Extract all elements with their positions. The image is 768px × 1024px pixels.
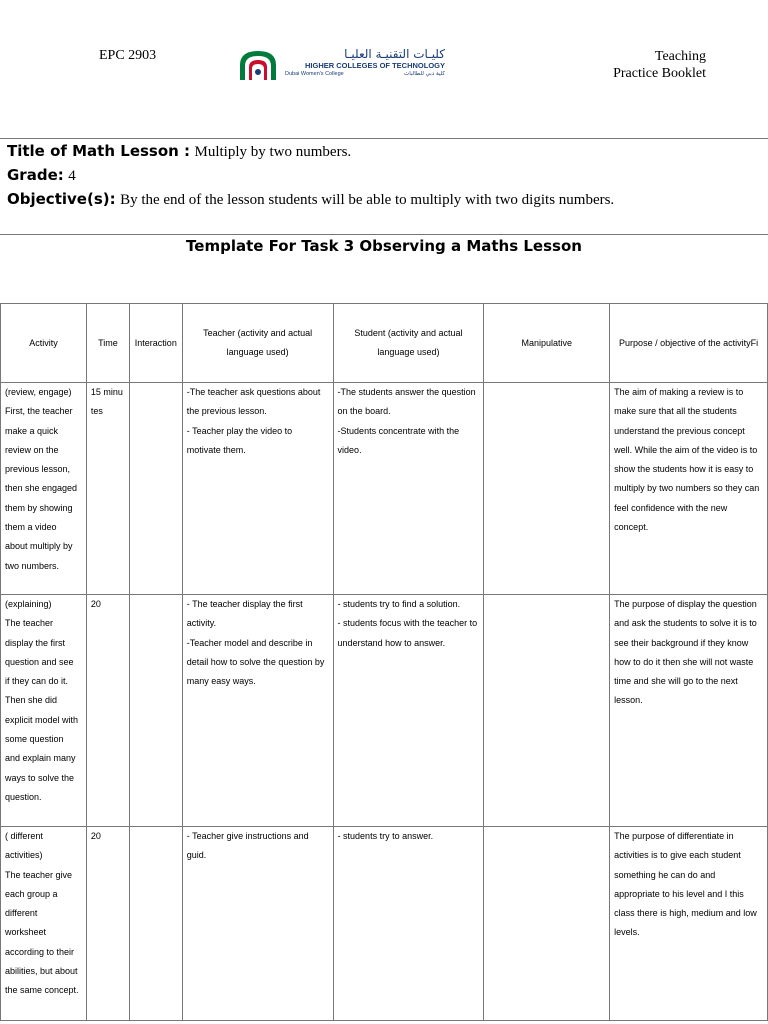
college-emblem-icon [237, 48, 279, 82]
cell-manipulative [484, 595, 610, 827]
booklet-title-line1: Teaching [654, 49, 706, 64]
header-time: Time [86, 304, 129, 383]
lesson-observation-table [0, 303, 768, 1021]
objective-value: By the end of the lesson students will be able to multiply with two digits numbers. [120, 192, 615, 208]
logo-campus-en: Dubai Women's College [285, 71, 344, 77]
table-row [1, 383, 768, 595]
booklet-title-line2: Practice Booklet [613, 66, 706, 81]
cell-time: 20 [86, 827, 129, 1021]
header-interaction: Interaction [129, 304, 182, 383]
header-purpose: Purpose / objective of the activityFi [610, 304, 768, 383]
cell-interaction [129, 827, 182, 1021]
table-header-row [1, 304, 768, 383]
cell-teacher: -The teacher ask questions about the previous lesson. - Teacher play the video to motivate them. [182, 383, 333, 595]
objective-line [7, 190, 614, 209]
cell-purpose: The purpose of differentiate in activities is to give each student something he can do and appropriate to his level and I this class there is high, medium and low levels. [610, 827, 768, 1021]
booklet-title [613, 48, 706, 82]
header-activity: Activity [1, 304, 87, 383]
objective-label: Objective(s): [7, 190, 116, 208]
cell-time: 20 [86, 595, 129, 827]
cell-teacher: - Teacher give instructions and guid. [182, 827, 333, 1021]
cell-interaction [129, 595, 182, 827]
cell-manipulative [484, 827, 610, 1021]
header-teacher: Teacher (activity and actual language used) [182, 304, 333, 383]
lesson-title-value: Multiply by two numbers. [194, 144, 352, 160]
header-manipulative: Manipulative [484, 304, 610, 383]
logo-arabic-name: كليـات التقنيـة العليـا [344, 47, 445, 61]
lesson-info-box [0, 138, 768, 235]
cell-activity: (explaining) The teacher display the first question and see if they can do it. Then she did explicit model with some question and explain many ways to solve the question. [1, 595, 87, 827]
college-logo [237, 47, 445, 83]
cell-purpose: The aim of making a review is to make sure that all the students understand the previous concept well. While the aim of the video is to show the students how it is easy to multiply by two numbers so they can feel confidence with the new concept. [610, 383, 768, 595]
logo-english-name: HIGHER COLLEGES OF TECHNOLOGY [304, 61, 445, 70]
logo-campus-ar: كلية دبي للطالبات [404, 71, 445, 77]
table-row [1, 595, 768, 827]
grade-value: 4 [68, 168, 76, 184]
task-title: Template For Task 3 Observing a Maths Lesson [186, 237, 582, 255]
course-code: EPC 2903 [99, 48, 157, 63]
cell-activity: (review, engage) First, the teacher make a quick review on the previous lesson, then she engaged them by showing them a video about multiply by two numbers. [1, 383, 87, 595]
cell-interaction [129, 383, 182, 595]
cell-student: - students try to find a solution. - students focus with the teacher to understand how to answer. [333, 595, 484, 827]
table-row [1, 827, 768, 1021]
cell-teacher: - The teacher display the first activity. -Teacher model and describe in detail how to solve the question by many easy ways. [182, 595, 333, 827]
cell-purpose: The purpose of display the question and ask the students to solve it is to see their background if they know how to do it then she will not waste time and she will go to the next lesson. [610, 595, 768, 827]
cell-time: 15 minutes [86, 383, 129, 595]
grade-line [7, 166, 76, 185]
lesson-title-label: Title of Math Lesson : [7, 142, 191, 160]
cell-student: - students try to answer. [333, 827, 484, 1021]
header-student: Student (activity and actual language used) [333, 304, 484, 383]
grade-label: Grade: [7, 166, 64, 184]
cell-manipulative [484, 383, 610, 595]
lesson-title-line [7, 142, 351, 161]
cell-activity: ( different activities) The teacher give each group a different worksheet according to their abilities, but about the same concept. [1, 827, 87, 1021]
cell-student: -The students answer the question on the board. -Students concentrate with the video. [333, 383, 484, 595]
